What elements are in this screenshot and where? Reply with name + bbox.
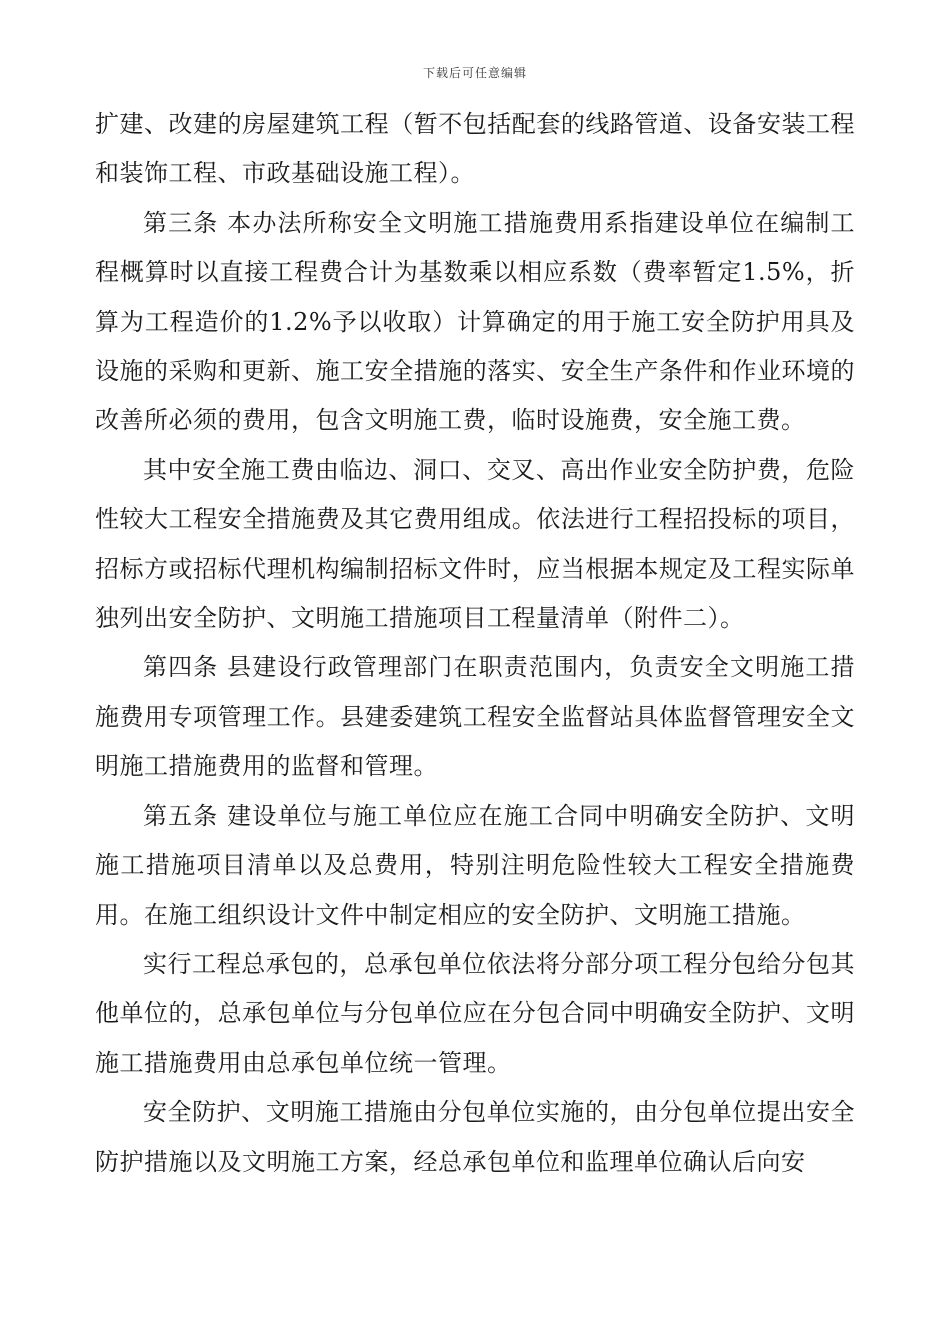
paragraph-continuation: 扩建、改建的房屋建筑工程（暂不包括配套的线路管道、设备安装工程和装饰工程、市政基础设施工程）。 — [95, 110, 855, 188]
paragraph-subcontractor-measures: 安全防护、文明施工措施由分包单位实施的，由分包单位提出安全防护措施以及文明施工方案，经总承包单位和监理单位确认后向安 — [95, 1098, 855, 1176]
paragraph-general-contracting: 实行工程总承包的，总承包单位依法将分部分项工程分包给分包其他单位的，总承包单位与分包单位应在分包合同中明确安全防护、文明施工措施费用由总承包单位统一管理。 — [95, 949, 855, 1077]
document-body — [95, 100, 855, 1187]
paragraph-article-3: 第三条 本办法所称安全文明施工措施费用系指建设单位在编制工程概算时以直接工程费合计为基数乘以相应系数（费率暂定1.5%，折算为工程造价的1.2%予以收取）计算确定的用于施工安全防护用具及设施的采购和更新、施工安全措施的落实、安全生产条件和作业环境的改善所必须的费用，包含文明施工费，临时设施费，安全施工费。 — [95, 208, 855, 435]
paragraph-safety-fee-composition: 其中安全施工费由临边、洞口、交叉、高出作业安全防护费，危险性较大工程安全措施费及其它费用组成。依法进行工程招投标的项目，招标方或招标代理机构编制招标文件时，应当根据本规定及工程实际单独列出安全防护、文明施工措施项目工程量清单（附件二）。 — [95, 455, 855, 633]
paragraph-article-5: 第五条 建设单位与施工单位应在施工合同中明确安全防护、文明施工措施项目清单以及总费用，特别注明危险性较大工程安全措施费用。在施工组织设计文件中制定相应的安全防护、文明施工措施。 — [95, 801, 855, 929]
page-header: 下载后可任意编辑 — [422, 66, 527, 80]
paragraph-article-4: 第四条 县建设行政管理部门在职责范围内，负责安全文明施工措施费用专项管理工作。县建委建筑工程安全监督站具体监督管理安全文明施工措施费用的监督和管理。 — [95, 653, 855, 781]
